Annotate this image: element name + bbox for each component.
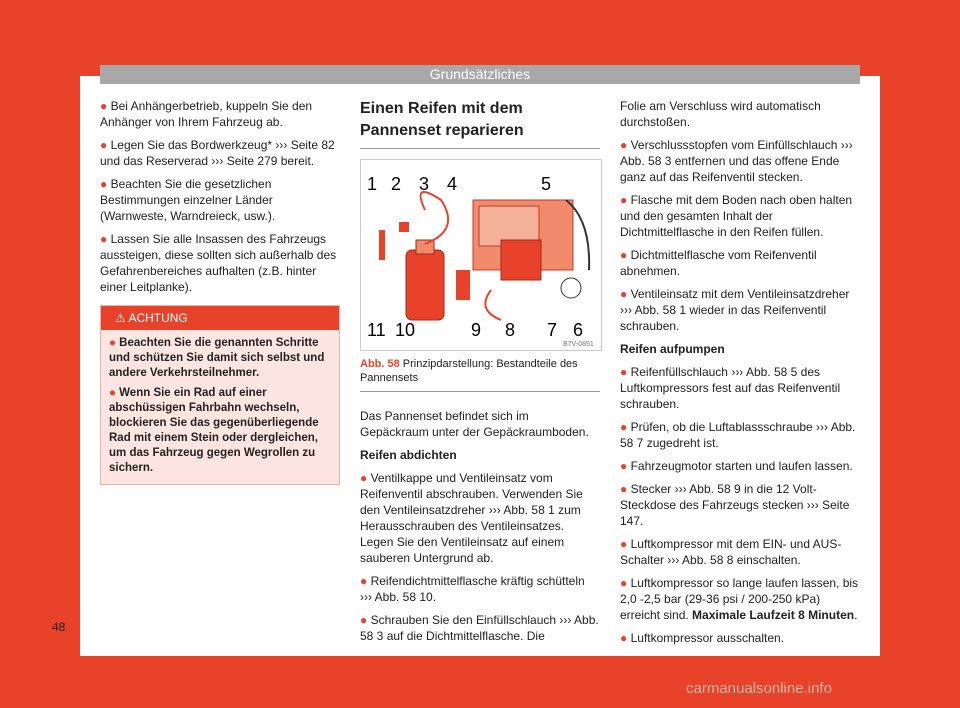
paragraph: Das Pannenset befindet sich im Gepäckraum unter der Gepäckraumboden. <box>360 409 589 439</box>
callout-5: 5 <box>541 174 552 194</box>
paragraph: Folie am Verschluss wird automatisch durchstoßen. <box>620 99 821 129</box>
paragraph: ● Fahrzeugmotor starten und laufen lassen. <box>620 459 853 473</box>
callout-2: 2 <box>391 174 402 194</box>
callout-9: 9 <box>471 320 482 340</box>
paragraph: ● Beachten Sie die gesetzlichen Bestimmungen einzelner Länder (Warnweste, Warndreieck, usw.). <box>100 177 276 223</box>
paragraph: ● Flasche mit dem Boden nach oben halten und den gesamten Inhalt der Dichtmittelflasche in den Reifen füllen. <box>620 193 853 239</box>
page-header: Grundsätzliches <box>100 65 860 84</box>
paragraph: ● Verschlussstopfen vom Einfüllschlauch ››› Abb. 58 3 entfernen und das offene Ende ganz auf das Reifenventil stecken. <box>620 138 853 184</box>
column-3 <box>620 98 860 653</box>
warning-box <box>100 305 340 485</box>
subheading: Reifen abdichten <box>360 448 457 462</box>
paragraph: ● Legen Sie das Bordwerkzeug* ››› Seite 82 und das Reserverad ››› Seite 279 bereit. <box>100 138 335 168</box>
figure-caption: Abb. 58 Prinzipdarstellung: Bestandteile des Pannensets <box>360 357 600 392</box>
callout-6: 6 <box>573 320 584 340</box>
watermark: carmanualsonline.info <box>686 680 832 697</box>
figure-code: B7V-0891 <box>563 341 594 348</box>
column-1 <box>100 98 340 485</box>
figure-58 <box>360 159 602 351</box>
callout-4: 4 <box>447 174 458 194</box>
paragraph: ● Dichtmittelflasche vom Reifenventil abnehmen. <box>620 248 817 278</box>
callout-7: 7 <box>547 320 558 340</box>
paragraph: ● Luftkompressor so lange laufen lassen, bis 2,0 -2,5 bar (29-36 psi / 200-250 kPa) erreicht sind. Maximale Laufzeit 8 Minuten. <box>620 576 859 622</box>
paragraph: ● Bei Anhängerbetrieb, kuppeln Sie den Anhänger von Ihrem Fahrzeug ab. <box>100 99 313 129</box>
paragraph: ● Ventilkappe und Ventileinsatz vom Reifenventil abschrauben. Verwenden Sie den Ventileinsatzdreher ››› Abb. 58 1 zum Herausschrauben des Ventileinsatzes. Legen Sie den Ventileinsatz auf einem sauberen Untergrund ab. <box>360 471 583 565</box>
callout-8: 8 <box>505 320 516 340</box>
paragraph: ● Luftkompressor mit dem EIN- und AUS-Schalter ››› Abb. 58 8 einschalten. <box>620 537 842 567</box>
repair-kit-illustration <box>361 160 601 350</box>
paragraph: ● Lassen Sie alle Insassen des Fahrzeugs aussteigen, diese sollten sich außerhalb des Gefahrenbereiches aufhalten (z.B. hinter einer Leitplanke). <box>100 232 337 294</box>
page-number: 48 <box>52 620 66 634</box>
callout-11: 11 <box>367 320 386 340</box>
column-2 <box>360 98 600 651</box>
paragraph: ● Reifenfüllschlauch ››› Abb. 58 5 des Luftkompressors fest auf das Reifenventil schrauben. <box>620 365 841 411</box>
warning-body: ● Beachten Sie die genannten Schritte und schützen Sie damit sich selbst und andere Verkehrsteilnehmer. ● Wenn Sie ein Rad auf einer abschüssigen Fahrbahn wechseln, blockieren Sie das gegenüberliegende Rad mit einem Stein oder dergleichen, um das Fahrzeug gegen Wegrollen zu sichern. <box>101 330 339 484</box>
paragraph: ● Schrauben Sie den Einfüllschlauch ››› Abb. 58 3 auf die Dichtmittelflasche. Die <box>360 613 599 643</box>
paragraph: ● Reifendichtmittelflasche kräftig schütteln ››› Abb. 58 10. <box>360 574 585 604</box>
paragraph: ● Luftkompressor ausschalten. <box>620 631 785 645</box>
callout-10: 10 <box>395 320 416 340</box>
paragraph: ● Ventileinsatz mit dem Ventileinsatzdreher ››› Abb. 58 1 wieder in das Reifenventil schrauben. <box>620 287 850 333</box>
subheading: Reifen aufpumpen <box>620 342 725 356</box>
warning-title: ⚠ ACHTUNG <box>101 306 339 330</box>
paragraph: ● Stecker ››› Abb. 58 9 in die 12 Volt-Steckdose des Fahrzeugs stecken ››› Seite 147. <box>620 482 850 528</box>
section-title: Einen Reifen mit dem Pannenset reparieren <box>360 98 600 149</box>
callout-3: 3 <box>419 174 430 194</box>
callout-1: 1 <box>367 174 378 194</box>
paragraph: ● Prüfen, ob die Luftablassschraube ››› Abb. 58 7 zugedreht ist. <box>620 420 856 450</box>
